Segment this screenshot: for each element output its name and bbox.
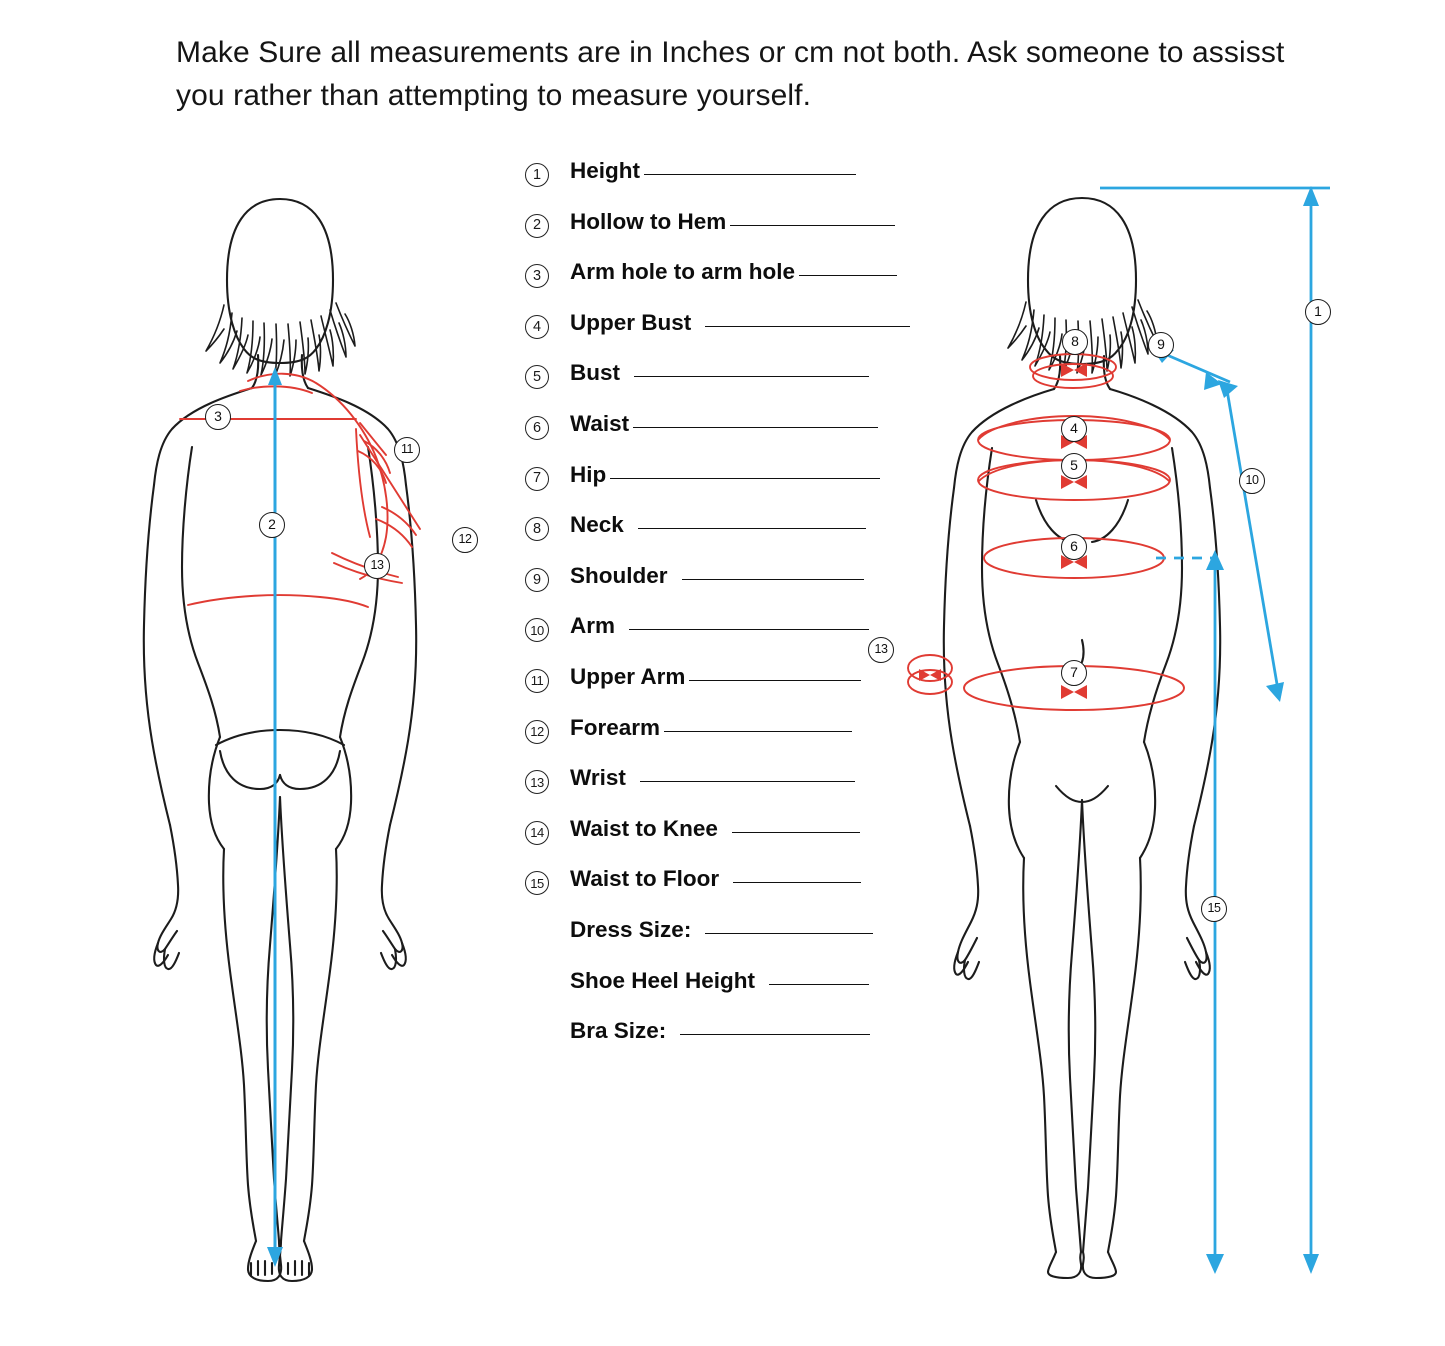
item-number: 10 [522, 619, 552, 641]
back-marker-12: 12 [452, 527, 478, 553]
item-number: 9 [522, 569, 552, 591]
item-number: 15 [522, 872, 552, 894]
item-number: 1 [522, 164, 552, 186]
item-label: Arm [570, 613, 616, 639]
item-label: Forearm [570, 714, 661, 740]
back-marker-11: 11 [394, 437, 420, 463]
item-label: Waist to Floor [570, 866, 720, 892]
fill-in-line-waist[interactable] [633, 426, 878, 428]
fill-in-line-hip[interactable] [610, 477, 880, 479]
item-label: Dress Size: [570, 916, 692, 942]
back-marker-3: 3 [205, 404, 231, 430]
item-label: Shoulder [570, 562, 668, 588]
item-number: 5 [522, 366, 552, 388]
fill-in-line-waist-to-knee[interactable] [732, 831, 860, 833]
fill-in-line-wrist[interactable] [640, 780, 855, 782]
front-marker-4: 4 [1061, 416, 1087, 442]
item-number: 3 [522, 265, 552, 287]
front-marker-7: 7 [1061, 660, 1087, 686]
item-label: Waist [570, 410, 630, 436]
fill-in-line-bra-size[interactable] [680, 1033, 870, 1035]
back-marker-2: 2 [259, 512, 285, 538]
front-marker-10: 10 [1239, 468, 1265, 494]
item-label: Height [570, 158, 640, 183]
fill-in-line-bust[interactable] [634, 375, 869, 377]
front-marker-1: 1 [1305, 299, 1331, 325]
item-number: 14 [522, 822, 552, 844]
item-number: 2 [522, 215, 552, 237]
item-number [522, 1024, 552, 1046]
item-number: 7 [522, 468, 552, 490]
item-label: Upper Bust [570, 309, 692, 335]
item-label: Bra Size: [570, 1018, 667, 1044]
front-view-figure [860, 170, 1380, 1280]
item-label: Hip [570, 461, 607, 487]
fill-in-line-arm[interactable] [629, 628, 869, 630]
item-label: Bust [570, 360, 620, 386]
item-number: 11 [522, 670, 552, 692]
fill-in-line-shoe-heel-height[interactable] [769, 983, 869, 985]
fill-in-line-forearm[interactable] [664, 730, 852, 732]
fill-in-line-dress-size[interactable] [705, 932, 873, 934]
item-label: Arm hole to arm hole [570, 259, 796, 285]
fill-in-line-shoulder[interactable] [682, 578, 864, 580]
front-marker-5: 5 [1061, 453, 1087, 479]
item-number [522, 923, 552, 945]
item-number: 4 [522, 316, 552, 338]
item-number: 13 [522, 771, 552, 793]
item-number [522, 974, 552, 996]
front-marker-15: 15 [1201, 896, 1227, 922]
item-label: Neck [570, 512, 624, 538]
item-number: 12 [522, 721, 552, 743]
front-marker-6: 6 [1061, 534, 1087, 560]
item-number: 6 [522, 417, 552, 439]
item-label: Shoe Heel Height [570, 967, 756, 993]
item-label: Upper Arm [570, 663, 686, 689]
item-label: Wrist [570, 765, 626, 791]
item-label: Waist to Knee [570, 815, 718, 841]
item-number: 8 [522, 518, 552, 540]
fill-in-line-waist-to-floor[interactable] [733, 881, 861, 883]
back-view-figure [120, 185, 520, 1285]
front-marker-8: 8 [1062, 329, 1088, 355]
fill-in-line-upper-arm[interactable] [689, 679, 861, 681]
fill-in-line-height[interactable] [644, 173, 856, 175]
back-marker-13: 13 [364, 553, 390, 579]
front-marker-9: 9 [1148, 332, 1174, 358]
front-marker-13: 13 [868, 637, 894, 663]
item-label: Hollow to Hem [570, 208, 727, 234]
fill-in-line-neck[interactable] [638, 527, 866, 529]
instructions-text: Make Sure all measurements are in Inches or cm not both. Ask someone to assisst you rather than attempting to measure yourself. [176, 36, 1285, 112]
